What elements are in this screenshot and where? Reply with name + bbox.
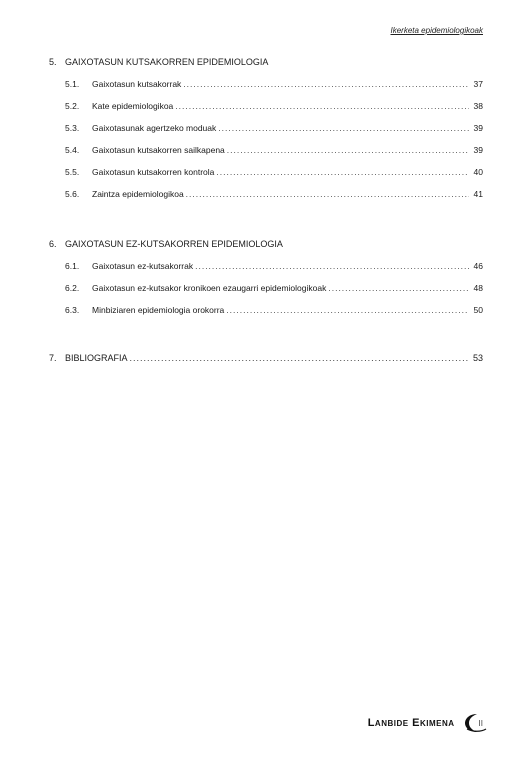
item-number: 5.6. — [65, 189, 80, 199]
item-title: Zaintza epidemiologikoa — [92, 189, 184, 199]
leader-dots — [218, 123, 469, 133]
table-of-contents — [49, 57, 483, 369]
item-number: 5.2. — [65, 101, 80, 111]
item-page: 39 — [473, 145, 483, 155]
item-number: 5.4. — [65, 145, 80, 155]
toc-item[interactable] — [49, 123, 483, 145]
leader-dots — [227, 145, 469, 155]
chapter-title: GAIXOTASUN KUTSAKORREN EPIDEMIOLOGIA — [65, 57, 269, 67]
item-title: Gaixotasunak agertzeko moduak — [92, 123, 217, 133]
item-number: 6.1. — [65, 261, 80, 271]
leader-dots — [183, 79, 469, 89]
leader-dots — [186, 189, 469, 199]
item-number: 6.2. — [65, 283, 80, 293]
chapter-title: GAIXOTASUN EZ-KUTSAKORREN EPIDEMIOLOGIA — [65, 239, 283, 249]
brand-name: Lanbide Ekimena — [367, 717, 455, 729]
toc-item[interactable] — [49, 189, 483, 211]
item-number: 5.5. — [65, 167, 80, 177]
toc-item[interactable] — [49, 167, 483, 189]
chapter-number: 7. — [49, 353, 57, 363]
item-page: 46 — [473, 261, 483, 271]
item-title: Kate epidemiologikoa — [92, 101, 174, 111]
item-title: Minbiziaren epidemiologia orokorra — [92, 305, 225, 315]
item-page: 38 — [473, 101, 483, 111]
item-number: 5.3. — [65, 123, 80, 133]
item-number: 6.3. — [65, 305, 80, 315]
toc-item[interactable] — [49, 261, 483, 283]
leader-dots — [328, 283, 469, 293]
item-page: 37 — [473, 79, 483, 89]
toc-chapter-5[interactable] — [49, 57, 483, 73]
chapter-title: BIBLIOGRAFIA — [65, 353, 128, 363]
toc-item[interactable] — [49, 305, 483, 327]
item-page: 39 — [473, 123, 483, 133]
leader-dots — [216, 167, 469, 177]
running-header: Ikerketa epidemiologikoak — [390, 26, 483, 35]
leader-dots — [226, 305, 469, 315]
item-page: 48 — [473, 283, 483, 293]
item-page: 50 — [473, 305, 483, 315]
item-page: 41 — [473, 189, 483, 199]
leader-dots — [195, 261, 469, 271]
item-title: Gaixotasun kutsakorren sailkapena — [92, 145, 225, 155]
item-page: 53 — [472, 353, 483, 363]
page-number: II — [478, 718, 483, 728]
item-title: Gaixotasun kutsakorrak — [92, 79, 182, 89]
page-footer — [368, 713, 483, 733]
item-title: Gaixotasun kutsakorren kontrola — [92, 167, 215, 177]
item-number: 5.1. — [65, 79, 80, 89]
toc-item[interactable] — [49, 145, 483, 167]
item-title: Gaixotasun ez-kutsakorrak — [92, 261, 194, 271]
crescent-swoosh-icon — [463, 713, 487, 733]
toc-chapter-6[interactable] — [49, 239, 483, 255]
toc-item[interactable] — [49, 79, 483, 101]
toc-item[interactable] — [49, 101, 483, 123]
leader-dots — [175, 101, 469, 111]
chapter-number: 6. — [49, 239, 57, 249]
toc-chapter-7[interactable] — [49, 353, 483, 369]
item-title: Gaixotasun ez-kutsakor kronikoen ezaugarri epidemiologikoak — [92, 283, 327, 293]
chapter-number: 5. — [49, 57, 57, 67]
leader-dots — [130, 353, 469, 363]
toc-item[interactable] — [49, 283, 483, 305]
item-page: 40 — [473, 167, 483, 177]
